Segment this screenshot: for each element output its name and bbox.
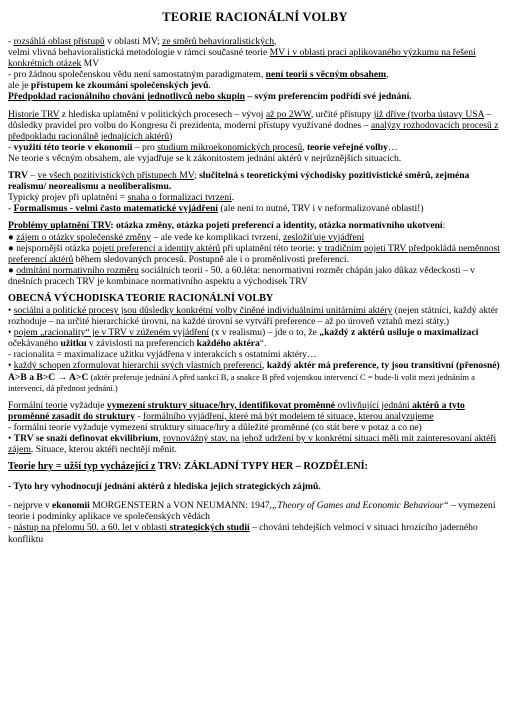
- bullet: •: [8, 327, 14, 339]
- text-bold: „každý z aktérů usiluje o maximalizaci: [319, 327, 479, 339]
- text: ,: [274, 36, 277, 47]
- formal-theory-section: [8, 400, 502, 455]
- text-underlined: až po 2WW: [265, 108, 311, 120]
- text: ): [169, 130, 173, 142]
- equilibrium-item: [8, 433, 502, 455]
- formalization-line: [8, 192, 502, 203]
- game-theory-item-1: [8, 500, 502, 522]
- text: v oblasti MV;: [104, 36, 163, 47]
- text-underlined: ve všech pozitivistických přístupech MV: [37, 170, 194, 182]
- text: –: [27, 170, 38, 182]
- text-underlined: odmítání normativního rozměru: [16, 264, 139, 276]
- text-underlined: rovnovážný stav, na jehož udržení by v konkrétní situaci měli mít zainteresovaní aktéři zájem: [8, 433, 497, 456]
- text-underlined: studium mikroekonomických procesů: [157, 141, 303, 153]
- text: očekávaného: [8, 338, 61, 350]
- trv-section: [8, 170, 502, 214]
- text-underlined: formálního vyjádření, které má být modelem té situace, kterou analyzujeme: [142, 410, 434, 422]
- text-bold: – svým preferencím podřídí své jednání.: [244, 91, 412, 103]
- text-bold: TRV: ZÁKLADNÍ TYPY HER – ROZDĚLENÍ:: [155, 461, 368, 473]
- intro-line-1: [8, 36, 502, 47]
- text: . Situace, kterou aktéři nechtějí měnit.: [30, 444, 177, 456]
- formal-theory-item: - formální teorie vyžaduje vymezení struktury situace/hry a důležité proměnné (co stát bere v potaz a co ne): [8, 421, 422, 433]
- text-underlined: zájem o otázky společenské změny: [16, 231, 151, 243]
- formal-theory-paragraph: [8, 400, 502, 422]
- text-bold-underlined: aktérů a tyto proměnné zasadit do struktury: [8, 399, 465, 422]
- text-bold: slučitelná s teoretickými východisky pozitivistické směrů, zejména realismu/ neorealismu a neoliberalismu.: [8, 170, 470, 193]
- text-bold: TRV: [8, 170, 28, 182]
- text-underlined: zesložiťuje vyjádření: [283, 231, 365, 243]
- text-underlined: pojetí preferencí a identity aktérů: [92, 242, 221, 254]
- text: – ale vede ke komplikaci tvrzení,: [151, 231, 284, 243]
- text: – chování tehdejších velmocí v situaci hrozícího jaderného konfliktu: [8, 522, 478, 545]
- bullet: ● nejspornější otázka: [8, 242, 93, 254]
- game-theory-line: [8, 481, 502, 492]
- problems-heading: [8, 220, 502, 231]
- text: velmi vlivná behavioralistická metodologie v rámci současné teorie: [8, 47, 270, 59]
- text-bold-underlined: Problémy uplatnění TRV: [8, 220, 111, 232]
- intro-line-5: [8, 91, 502, 102]
- text: (ale není to nutné, TRV i v neformalizované oblasti!): [217, 203, 424, 215]
- text-underlined: Formální teorie: [8, 399, 68, 411]
- text: , určité přístupy: [310, 108, 374, 120]
- text: (x v realismu) – jde o to, že: [208, 327, 320, 339]
- general-item-1: [8, 305, 502, 327]
- text-bold: ekonomii: [51, 500, 90, 512]
- text: – pro: [132, 141, 158, 153]
- game-theory-section: [8, 461, 502, 544]
- text: – vymezení teorie i podmínky aplikace ve společenských vědách: [8, 500, 496, 523]
- text-bold: využití této teorie v ekonomii: [13, 141, 133, 153]
- text-bold-underlined: Předpoklad racionálního chování jednotlivců nebo skupin: [8, 91, 245, 103]
- text-underlined: sociální a politické procesy jsou důsledky konkrétní volby činěné individuálními unitárními aktéry: [13, 304, 393, 316]
- content-line: Ne teorie s věcným obsahem, ale vyjadřuje se k zákonitostem jednání aktérů v nejrůznějších situacích.: [8, 152, 402, 164]
- general-item-4: [8, 360, 502, 393]
- problems-item-3: [8, 265, 502, 287]
- text: vyžaduje: [67, 399, 107, 411]
- dash: -: [8, 203, 14, 215]
- text-bold: - Tyto hry vyhodnocují jednání aktérů z hlediska jejich strategických zájmů.: [8, 481, 321, 493]
- text-underlined: ovlivňující jednání: [335, 399, 413, 411]
- text-underlined: Historie TRV: [8, 108, 60, 120]
- text-bold: TRV se snaží definovat ekvilibrium: [13, 433, 159, 444]
- page-title: TEORIE RACIONÁLNÍ VOLBY: [162, 10, 348, 24]
- text: Typický projev při uplatnění =: [8, 192, 128, 204]
- text-bold-underlined: Formalismus - velmi často matematické vyjádření: [13, 203, 218, 215]
- dash: -: [8, 141, 14, 153]
- text: ,: [262, 360, 267, 372]
- text-bold: : otázka změny, otázka pojetí preferencí a identity, otázka normativního ukotvení: [110, 220, 443, 232]
- text: .: [208, 80, 211, 92]
- text: ale je: [8, 80, 31, 92]
- text: -: [134, 410, 143, 422]
- text: MORGENSTERN a VON NEUMANN: 1947,: [89, 500, 272, 512]
- text-small: (aktér preferuje jednání A před sankcí B, a snakce B před vojenskou intervencí C = bude-li volit mezi jednáním a intervencí, dá přednost jednání.): [8, 371, 475, 393]
- text: ,: [302, 141, 307, 153]
- problems-section: [8, 220, 502, 287]
- text-bold: přístupem ke zkoumání společenských jevů: [30, 80, 209, 92]
- text: MV: [81, 58, 100, 70]
- text: “.: [259, 338, 267, 350]
- intro-line-3: [8, 69, 502, 80]
- text-bold-underlined: Teorie hry = užší typ vycházející z: [8, 461, 156, 473]
- problems-item-2: [8, 243, 502, 265]
- text: …: [387, 141, 398, 153]
- text-underlined: MV i v oblasti prací aplikovaného výzkumu na řešení konkrétních otázek: [8, 47, 476, 70]
- text: -: [8, 522, 14, 534]
- general-heading: OBECNÁ VÝCHODISKA TEORIE RACIONÁLNÍ VOLBY: [8, 292, 274, 304]
- economics-line: [8, 142, 502, 153]
- text-underlined: ze směrů behavioralistických: [162, 36, 274, 47]
- text: v závislosti na preferencích: [86, 338, 197, 350]
- text-bold: každého aktéra: [196, 338, 260, 350]
- game-theory-item-2: [8, 522, 502, 544]
- bullet: ●: [8, 264, 17, 276]
- general-item-3: - racionalita = maximalizace užitku vyjádřena v interakcích s ostatními aktéry…: [8, 349, 317, 361]
- text-bold-underlined: strategických studií: [169, 522, 250, 534]
- text-bold: teorie veřejné volby: [306, 141, 388, 153]
- intro-section: [8, 36, 502, 103]
- text: – důsledky pravidel pro volbu do Kongresu či prezidenta, moderní přístupy využívané dodnes –: [8, 108, 492, 131]
- intro-line-2: [8, 47, 502, 69]
- dash: -: [8, 36, 14, 47]
- intro-line-4: [8, 80, 502, 91]
- text: sociálních teorií - 50. a 60.léta: nenormativní rozměr chápán jako důkaz vědeckosti – v dnešních pracech TRV je kombinace normativního aspektu a východisek TRV: [8, 264, 475, 287]
- text: ,: [386, 69, 389, 81]
- text: z hlediska uplatnění v politických procesech – vývoj: [59, 108, 266, 120]
- text-bold: každý aktér má preference, ty jsou transitivní (přenosné) A>B a B>C → A>C: [8, 360, 500, 383]
- text: :: [442, 220, 446, 232]
- text-bold-underlined: vymezení struktury situace/hry, identifikovat proměnné: [106, 399, 336, 411]
- history-section: [8, 109, 502, 164]
- text: ;: [194, 170, 200, 182]
- text-underlined: již dříve (tvorba ústavy USA: [373, 108, 485, 120]
- history-paragraph: [8, 109, 502, 142]
- general-item-2: [8, 327, 502, 349]
- text-underlined: v tradičním pojetí TRV předpokládá neměnnost preferencí aktérů: [8, 242, 500, 265]
- bullet: •: [8, 304, 14, 316]
- text-underlined: pojem „racionality“ je v TRV v zúženém vyjádření: [13, 327, 209, 339]
- text-underlined: nástup na přelomu 50. a 60. let v oblasti: [13, 522, 170, 534]
- text-underlined: snaha o formalizaci tvrzení: [127, 192, 232, 204]
- text: - nejprve v: [8, 500, 52, 512]
- text-bold-underlined: není teorií s věcným obsahem: [265, 69, 387, 81]
- text-underlined: každý schopen zformulovat hierarchii svých vlastních preferencí: [13, 360, 263, 372]
- bullet: ●: [8, 231, 17, 243]
- text: při uplatnění této teorie:: [220, 242, 318, 254]
- text-bold: užitku: [60, 338, 87, 350]
- text-underlined: rozsáhlá oblast přístupů: [13, 36, 105, 47]
- general-section: [8, 293, 502, 394]
- bullet: •: [8, 433, 14, 444]
- text: ,: [158, 433, 164, 444]
- problems-item-1: [8, 232, 502, 243]
- formalism-line: [8, 203, 502, 214]
- text: .: [231, 192, 235, 204]
- text: během sledovaných procesů. Postupně ale i o proměnlivosti preferencí.: [73, 253, 349, 265]
- bullet: •: [8, 360, 14, 372]
- trv-paragraph: [8, 170, 502, 192]
- text: - pro žádnou společenskou vědu není samostatným paradigmatem,: [8, 69, 266, 81]
- text-underlined: analýzy rozhodovacích procesů z předpokladu racionálně jednajících aktérů: [8, 119, 499, 142]
- game-theory-heading: [8, 461, 502, 473]
- text: (nejen státníci, každý aktér rozhoduje – na určité hierarchické úrovni, na každé úrovni se vytváří preference – až po úroveň vztahů mezi státy.): [8, 304, 499, 328]
- text-italic: „Theory of Games and Economic Behaviour“: [271, 500, 449, 512]
